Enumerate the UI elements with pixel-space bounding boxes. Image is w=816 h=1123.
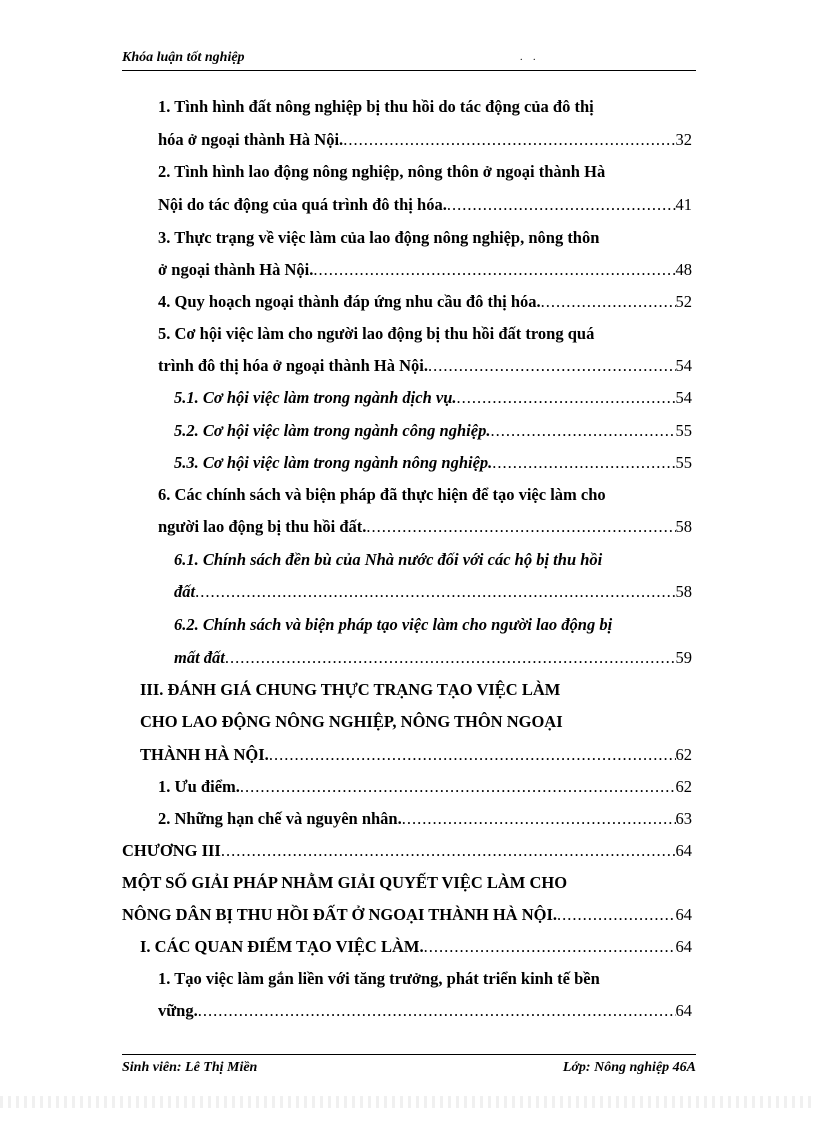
toc-page-number: 55 [675, 453, 692, 472]
toc-text: 4. Quy hoạch ngoại thành đáp ứng nhu cầu đô thị hóa. [158, 292, 541, 311]
toc-text: 2. Những hạn chế và nguyên nhân. [158, 809, 402, 828]
header-dots: . . [520, 52, 540, 63]
toc-line: 5. Cơ hội việc làm cho người lao động bị thu hồi đất trong quá [158, 324, 595, 343]
toc-text: đất [174, 582, 196, 601]
toc-page-number: 52 [675, 292, 692, 311]
toc-page-number: 32 [675, 130, 692, 149]
toc-page-number: 64 [675, 841, 692, 860]
toc-entry[interactable] [122, 902, 692, 928]
toc-line: 2. Tình hình lao động nông nghiệp, nông thôn ở ngoại thành Hà [158, 162, 606, 181]
scan-artifact [0, 1096, 816, 1108]
toc-page-number: 63 [675, 809, 692, 828]
toc-page-number: 62 [675, 777, 692, 796]
toc-page-number: 54 [675, 356, 692, 375]
toc-page-number: 48 [675, 260, 692, 279]
toc-entry[interactable] [158, 257, 692, 283]
toc-page-number: 64 [675, 937, 692, 956]
toc-page-number: 58 [675, 517, 692, 536]
toc-line: 6. Các chính sách và biện pháp đã thực hiện để tạo việc làm cho [158, 485, 606, 504]
toc-entry[interactable] [158, 192, 692, 218]
toc-text: CHƯƠNG III [122, 841, 221, 860]
toc-text: 5.1. Cơ hội việc làm trong ngành dịch vụ. [174, 388, 457, 407]
toc-entry[interactable] [158, 514, 692, 540]
toc-text: 1. Ưu điểm. [158, 777, 240, 796]
toc-line: 6.1. Chính sách đền bù của Nhà nước đối với các hộ bị thu hồi [174, 550, 603, 569]
toc-entry[interactable] [122, 838, 692, 864]
header-title: Khóa luận tốt nghiệp [122, 50, 245, 65]
toc-text: 5.2. Cơ hội việc làm trong ngành công nghiệp. [174, 421, 491, 440]
toc-entry[interactable] [158, 353, 692, 379]
toc-page-number: 64 [675, 1001, 692, 1020]
toc-line: III. ĐÁNH GIÁ CHUNG THỰC TRẠNG TẠO VIỆC LÀM [140, 680, 561, 699]
toc-text: THÀNH HÀ NỘI. [140, 745, 269, 764]
toc-entry[interactable] [158, 127, 692, 153]
toc-line: 1. Tạo việc làm gắn liền với tăng trưởng, phát triển kinh tế bền [158, 969, 600, 988]
toc-entry[interactable] [140, 742, 692, 768]
toc-entry[interactable] [174, 418, 692, 444]
footer-class: Lớp: Nông nghiệp 46A [562, 1060, 696, 1075]
toc-text: vững. [158, 1001, 198, 1020]
toc-text: Nội do tác động của quá trình đô thị hóa. [158, 195, 447, 214]
toc-line: 1. Tình hình đất nông nghiệp bị thu hồi do tác động của đô thị [158, 97, 594, 116]
toc-entry[interactable] [174, 579, 692, 605]
toc-entry[interactable] [158, 806, 692, 832]
toc-entry[interactable] [140, 934, 692, 960]
toc-page-number: 58 [675, 582, 692, 601]
toc-page-number: 41 [675, 195, 692, 214]
toc-text: người lao động bị thu hồi đất. [158, 517, 367, 536]
toc-text: trình đô thị hóa ở ngoại thành Hà Nội. [158, 356, 428, 375]
toc-entry[interactable] [174, 385, 692, 411]
toc-entry[interactable] [158, 289, 692, 315]
footer-student: Sinh viên: Lê Thị Miền [122, 1060, 258, 1075]
toc-text: ở ngoại thành Hà Nội. [158, 260, 314, 279]
toc-line: CHO LAO ĐỘNG NÔNG NGHIỆP, NÔNG THÔN NGOẠI [140, 712, 563, 731]
toc-entry[interactable] [158, 774, 692, 800]
page-footer [122, 1054, 696, 1075]
toc-text: 5.3. Cơ hội việc làm trong ngành nông nghiệp. [174, 453, 493, 472]
toc-text: NÔNG DÂN BỊ THU HỒI ĐẤT Ở NGOẠI THÀNH HÀ NỘI. [122, 905, 558, 924]
toc-line: MỘT SỐ GIẢI PHÁP NHẰM GIẢI QUYẾT VIỆC LÀM CHO [122, 873, 568, 892]
toc-line: 3. Thực trạng về việc làm của lao động nông nghiệp, nông thôn [158, 228, 600, 247]
toc-text: hóa ở ngoại thành Hà Nội. [158, 130, 344, 149]
toc-entry[interactable] [158, 998, 692, 1024]
page-header [122, 50, 696, 71]
toc-page-number: 62 [675, 745, 692, 764]
toc-page-number: 64 [675, 905, 692, 924]
toc-page-number: 54 [675, 388, 692, 407]
toc-page-number: 55 [675, 421, 692, 440]
toc-text: mất đất [174, 648, 225, 667]
toc-line: 6.2. Chính sách và biện pháp tạo việc làm cho người lao động bị [174, 615, 613, 634]
toc-page-number: 59 [675, 648, 692, 667]
toc-entry[interactable] [174, 645, 692, 671]
toc-entry[interactable] [174, 450, 692, 476]
toc-text: I. CÁC QUAN ĐIỂM TẠO VIỆC LÀM. [140, 937, 424, 956]
